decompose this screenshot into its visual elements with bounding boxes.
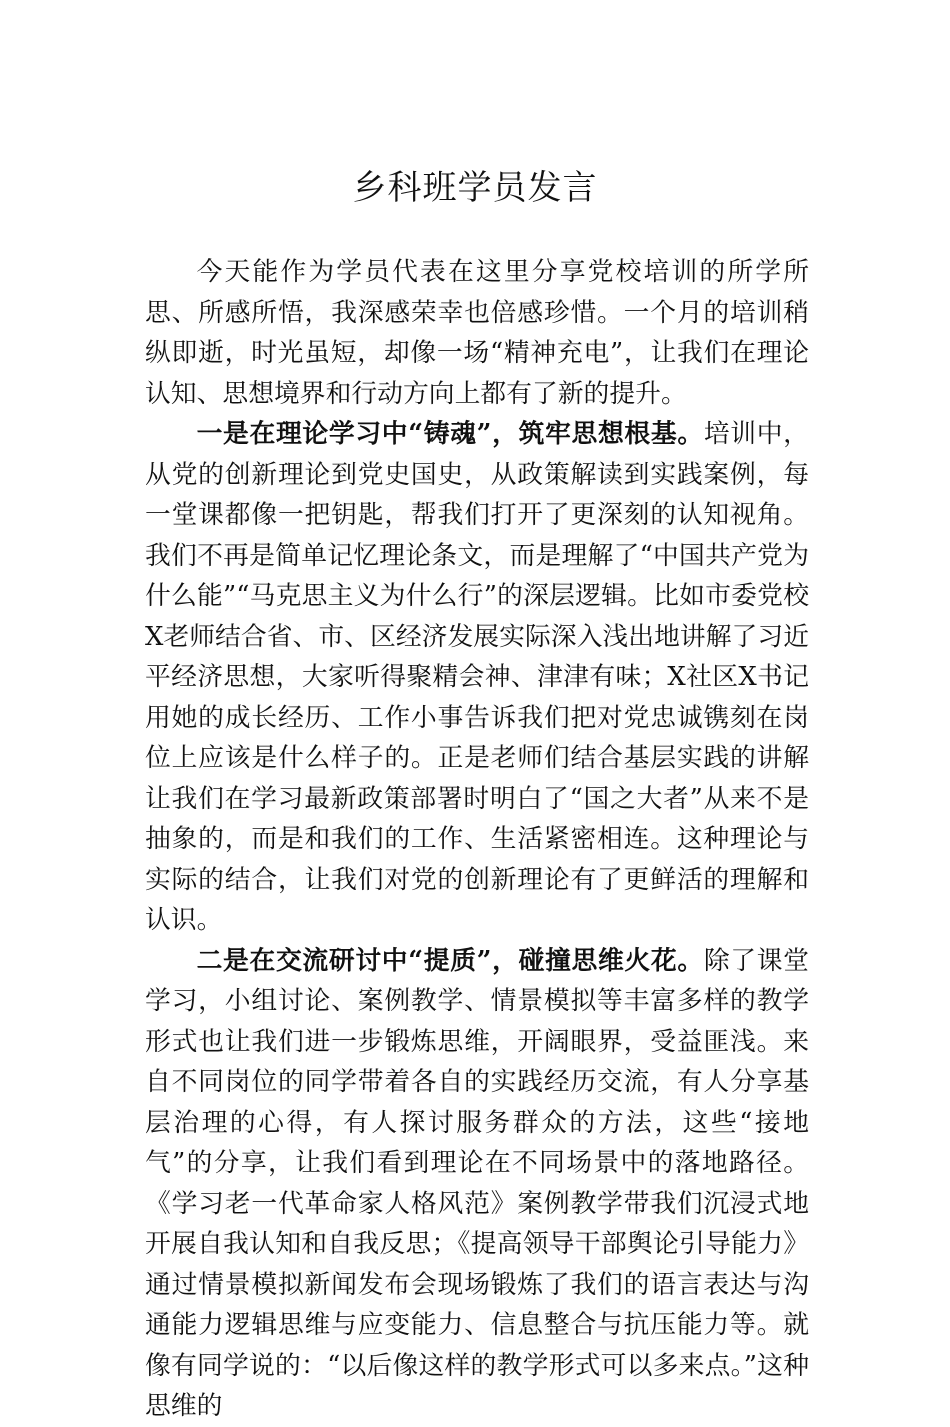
paragraph-discussion [145,941,809,1427]
document-title: 乡科班学员发言 [352,168,598,208]
paragraph-lead: 一是在理论学习中“铸魂”，筑牢思想根基。 [196,419,704,449]
paragraph-theory-study [145,414,809,941]
paragraph-text: 今天能作为学员代表在这里分享党校培训的所学所思、所感所悟，我深感荣幸也倍感珍惜。一个月的培训稍纵即逝，时光虽短，却像一场“精神充电”，让我们在理论认知、思想境界和行动方向上都有了新的提升。 [145,257,809,409]
paragraph-lead: 二是在交流研讨中“提质”，碰撞思维火花。 [196,945,704,976]
paragraph-text: 培训中，从党的创新理论到党史国史，从政策解读到实践案例，每一堂课都像一把钥匙，帮我们打开了更深刻的认知视角。我们不再是简单记忆理论条文，而是理解了“中国共产党为什么能”“马克思主义为什么行”的深层逻辑。比如市委党校X老师结合省、市、区经济发展实际深入浅出地讲解了习近平经济思想，大家听得聚精会神、津津有味；X社区X书记用她的成长经历、工作小事告诉我们把对党忠诚镌刻在岗位上应该是什么样子的。正是老师们结合基层实践的讲解让我们在学习最新政策部署时明白了“国之大者”从来不是抽象的，而是和我们的工作、生活紧密相连。这种理论与实际的结合，让我们对党的创新理论有了更鲜活的理解和认识。 [145,419,809,935]
document-body [145,252,809,1427]
paragraph-intro [145,252,809,414]
paragraph-text: 除了课堂学习，小组讨论、案例教学、情景模拟等丰富多样的教学形式也让我们进一步锻炼思维，开阔眼界，受益匪浅。来自不同岗位的同学带着各自的实践经历交流，有人分享基层治理的心得，有人探讨服务群众的方法，这些“接地气”的分享，让我们看到理论在不同场景中的落地路径。《学习老一代革命家人格风范》案例教学带我们沉浸式地开展自我认知和自我反思；《提高领导干部舆论引导能力》通过情景模拟新闻发布会现场锻炼了我们的语言表达与沟通能力逻辑思维与应变能力、信息整合与抗压能力等。就像有同学说的：“以后像这样的教学形式可以多来点。”这种思维的 [145,945,809,1421]
